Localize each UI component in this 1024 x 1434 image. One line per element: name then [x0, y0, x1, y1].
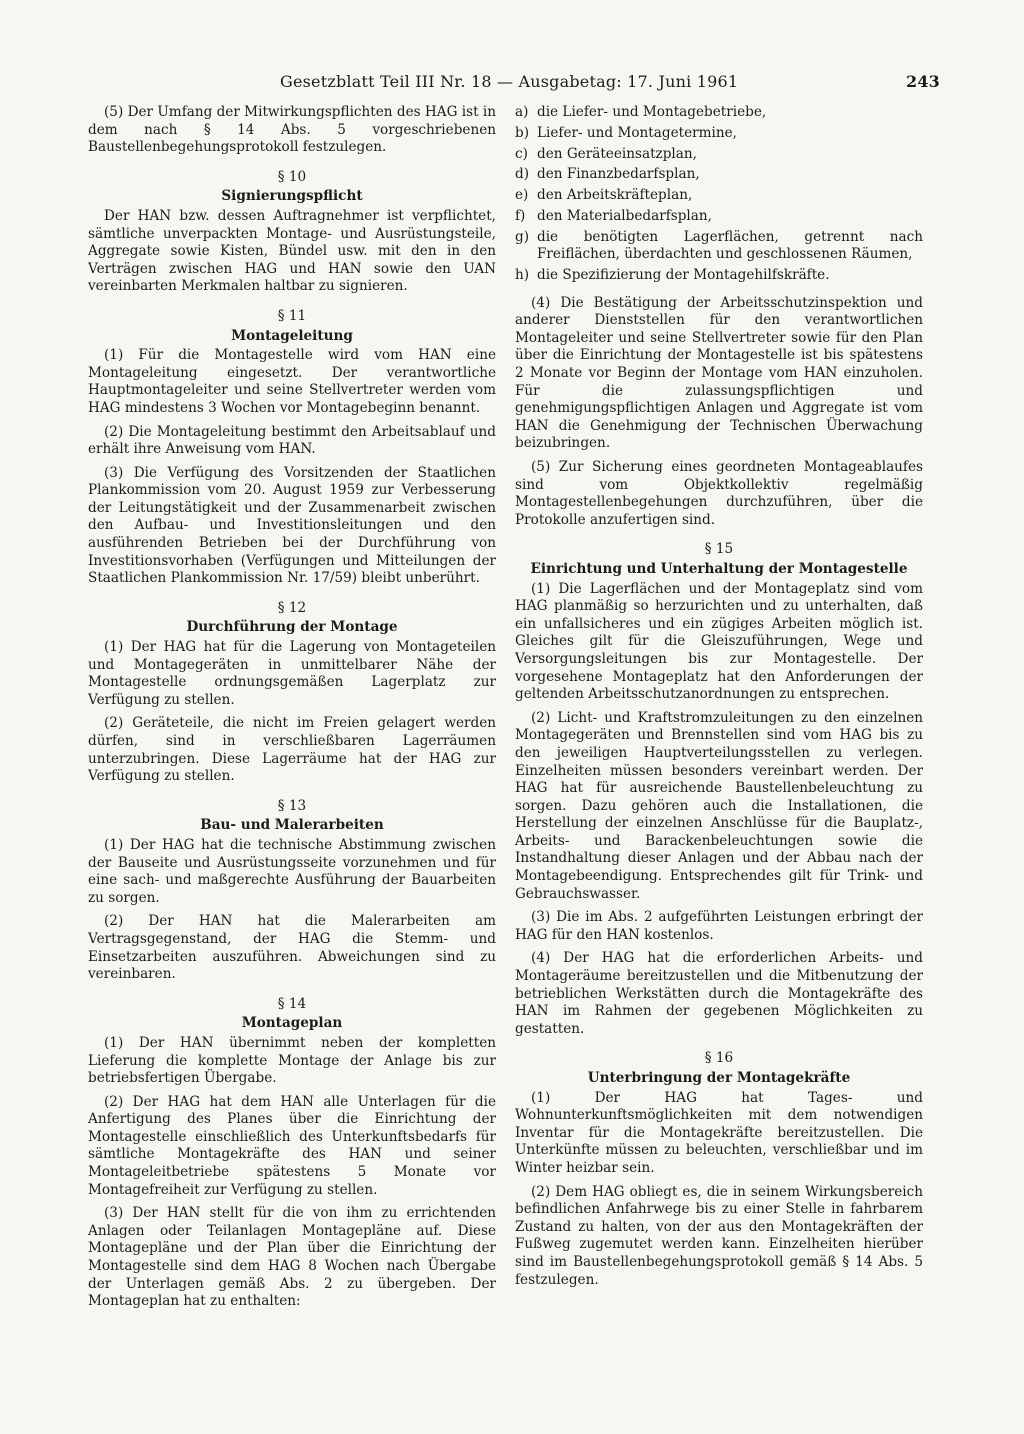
section-title: Montageplan	[241, 1015, 343, 1032]
list-item	[515, 104, 923, 122]
paragraph: (4) Die Bestätigung der Arbeitsschutzinspektion und anderer Dienststellen für den verantwortlichen Montageleiter und seine Stellvertreter sowie für den Plan über die Einrichtung der Montagestelle ist bis spätestens 2 Monate vor Beginn der Montage vom HAN einzuholen. Für die zulassungspflichtigen und genehmigungspflichtigen Anlagen und Aggregate ist vom HAN die Genehmigung der Technischen Überwachung beizubringen.	[515, 294, 923, 452]
list-marker: g)	[515, 228, 530, 245]
list-item	[515, 125, 923, 143]
right-column	[515, 104, 923, 1295]
left-column	[88, 104, 496, 1317]
list-marker: c)	[515, 145, 528, 162]
paragraph: (1) Für die Montagestelle wird vom HAN eine Montageleitung eingesetzt. Der verantwortliche Hauptmontageleiter und seine Stellvertreter werden vom HAG mindestens 3 Wochen vor Montagebeginn benannt.	[88, 347, 496, 416]
list-item-text: den Finanzbedarfsplan,	[537, 166, 700, 183]
montageplan-list	[515, 104, 923, 285]
section-number: § 16	[704, 1050, 734, 1067]
page-number: 243	[906, 72, 940, 91]
paragraph: (5) Zur Sicherung eines geordneten Montageablaufes sind vom Objektkollektiv regelmäßig Montagestellenbegehungen durchzuführen, über die Protokolle anzufertigen sind.	[515, 459, 923, 528]
list-item-text: den Geräteeinsatzplan,	[537, 145, 697, 162]
paragraph: (2) Dem HAG obliegt es, die in seinem Wirkungsbereich befindlichen Anfahrwege bis zu einer Stelle in fahrbarem Zustand zu halten, von der aus den Montagekräften der Fußweg zugemutet werden kann. Einzelheiten hierüber sind im Baustellenbegehungsprotokoll gemäß § 14 Abs. 5 festzulegen.	[515, 1183, 923, 1288]
list-item-text: Liefer- und Montagetermine,	[537, 124, 737, 141]
paragraph: (2) Die Montageleitung bestimmt den Arbeitsablauf und erhält ihre Anweisung vom HAN.	[88, 423, 496, 458]
list-marker: e)	[515, 187, 529, 204]
section-title: Bau- und Malerarbeiten	[200, 817, 384, 834]
list-item	[515, 267, 923, 285]
list-marker: h)	[515, 267, 530, 284]
list-item-text: die Liefer- und Montagebetriebe,	[537, 104, 767, 120]
section-number: § 10	[277, 168, 307, 185]
section-title: Einrichtung und Unterhaltung der Montagestelle	[530, 560, 908, 577]
list-marker: b)	[515, 124, 530, 141]
paragraph: (3) Die Verfügung des Vorsitzenden der Staatlichen Plankommission vom 20. August 1959 zur Verbesserung der Leitungstätigkeit und der Zusammenarbeit zwischen den Aufbau- und Investitionsleitungen und den ausführenden Betrieben bei der Durchführung von Investitionsvorhaben (Verfügungen und Mitteilungen der Staatlichen Plankommission Nr. 17/59) bleibt unberührt.	[88, 464, 496, 587]
header-title: Gesetzblatt Teil III Nr. 18 — Ausgabetag: 17. Juni 1961	[280, 72, 739, 91]
paragraph: (1) Die Lagerflächen und der Montageplatz sind vom HAG planmäßig so herzurichten und zu unterhalten, daß ein unfallsicheres und ein zügiges Arbeiten möglich ist. Gleiches gilt für die Gleiszuführungen, Wege und Versorgungsleitungen bis zur Montagestelle. Der vorgesehene Montageplatz hat den Anforderungen der geltenden Arbeitsschutzanordnungen zu entsprechen.	[515, 580, 923, 703]
paragraph: (4) Der HAG hat die erforderlichen Arbeits- und Montageräume bereitzustellen und die Mitbenutzung der betrieblichen Werkstätten durch die Montagekräfte des HAN im Rahmen der gegebenen Möglichkeiten zu gestatten.	[515, 950, 923, 1037]
section-number: § 13	[277, 797, 307, 814]
section-number: § 15	[704, 541, 734, 558]
paragraph: (5) Der Umfang der Mitwirkungspflichten des HAG ist in dem nach § 14 Abs. 5 vorgeschriebenen Baustellenbegehungsprotokoll festzulegen.	[88, 104, 496, 156]
section-title: Durchführung der Montage	[186, 619, 398, 636]
list-marker: f)	[515, 207, 526, 224]
paragraph: (2) Der HAG hat dem HAN alle Unterlagen für die Anfertigung des Planes über die Einrichtung der Montagestelle einschließlich des Unterkunftsbedarfs für sämtliche Montagekräfte des HAN und seiner Montageleitbetriebe spätestens 5 Monate vor Montagefreiheit zur Verfügung zu stellen.	[88, 1093, 496, 1198]
section-title: Signierungspflicht	[221, 188, 363, 205]
section-title: Unterbringung der Montagekräfte	[587, 1070, 851, 1086]
list-item	[515, 146, 923, 164]
paragraph: (2) Geräteteile, die nicht im Freien gelagert werden dürfen, sind in verschließbaren Lagerräumen unterzubringen. Diese Lagerräume hat der HAG zur Verfügung zu stellen.	[88, 715, 496, 785]
section-title: Montageleitung	[231, 327, 353, 344]
list-item-text: den Materialbedarfsplan,	[537, 207, 712, 224]
paragraph: Der HAN bzw. dessen Auftragnehmer ist verpflichtet, sämtliche unverpackten Montage- und Ausrüstungsteile, Aggregate sowie Kisten, Bündel usw. mit den in den Verträgen zwischen HAG und HAN sowie den UAN vereinbarten Merkmalen haltbar zu signieren.	[88, 207, 496, 295]
paragraph: (3) Die im Abs. 2 aufgeführten Leistungen erbringt der HAG für den HAN kostenlos.	[515, 909, 923, 943]
section-number: § 11	[277, 307, 307, 324]
paragraph: (1) Der HAG hat für die Lagerung von Montageteilen und Montagegeräten in unmittelbarer Nähe der Montagestelle ordnungsgemäßen Lagerplatz zur Verfügung zu stellen.	[88, 639, 496, 708]
list-item	[515, 208, 923, 226]
list-item-text: die Spezifizierung der Montagehilfskräfte.	[537, 267, 830, 284]
list-item	[515, 229, 923, 264]
paragraph: (1) Der HAG hat Tages- und Wohnunterkunftsmöglichkeiten mit dem notwendigen Inventar für die Montagekräfte bereitzustellen. Die Unterkünfte müssen zu beleuchten, verschließbar und im Winter heizbar sein.	[515, 1089, 923, 1176]
paragraph: (1) Der HAN übernimmt neben der kompletten Lieferung die komplette Montage der Anlage bis zur betriebsfertigen Übergabe.	[88, 1034, 496, 1087]
section-number: § 14	[277, 995, 307, 1012]
section-number: § 12	[277, 599, 307, 616]
list-item	[515, 166, 923, 184]
list-item-text: die benötigten Lagerflächen, getrennt nach Freiflächen, überdachten und geschlossenen Räumen,	[537, 228, 923, 263]
paragraph: (2) Licht- und Kraftstromzuleitungen zu den einzelnen Montagegeräten und Brennstellen sind vom HAG bis zu den jeweiligen Hauptverteilungsstellen zu verlegen. Einzelheiten müssen besonders vereinbart werden. Der HAG hat für ausreichende Baustellenbeleuchtung zu sorgen. Dazu gehören auch die Installationen, die Herstellung der einzelnen Anschlüsse für die Bauplatz-, Arbeits- und Barackenbeleuchtungen sowie die Instandhaltung dieser Anlagen und der Abbau nach der Montagebeendigung. Entsprechendes gilt für Trink- und Gebrauchswasser.	[515, 709, 923, 902]
paragraph: (1) Der HAG hat die technische Abstimmung zwischen der Bauseite und Ausrüstungsseite vorzunehmen und für eine sach- und maßgerechte Ausführung der Bauarbeiten zu sorgen.	[88, 836, 496, 906]
list-marker: a)	[515, 104, 529, 120]
paragraph: (2) Der HAN hat die Malerarbeiten am Vertragsgegenstand, der HAG die Stemm- und Einsetzarbeiten auszuführen. Abweichungen sind zu vereinbaren.	[88, 913, 496, 983]
list-marker: d)	[515, 166, 530, 183]
list-item	[515, 187, 923, 205]
list-item-text: den Arbeitskräfteplan,	[537, 187, 693, 204]
paragraph: (3) Der HAN stellt für die von ihm zu errichtenden Anlagen oder Teilanlagen Montagepläne auf. Diese Montagepläne und der Plan über die Einrichtung der Montagestelle sind dem HAG 8 Wochen nach Übergabe der Unterlagen gemäß Abs. 2 zu übergeben. Der Montageplan hat zu enthalten:	[88, 1205, 496, 1310]
